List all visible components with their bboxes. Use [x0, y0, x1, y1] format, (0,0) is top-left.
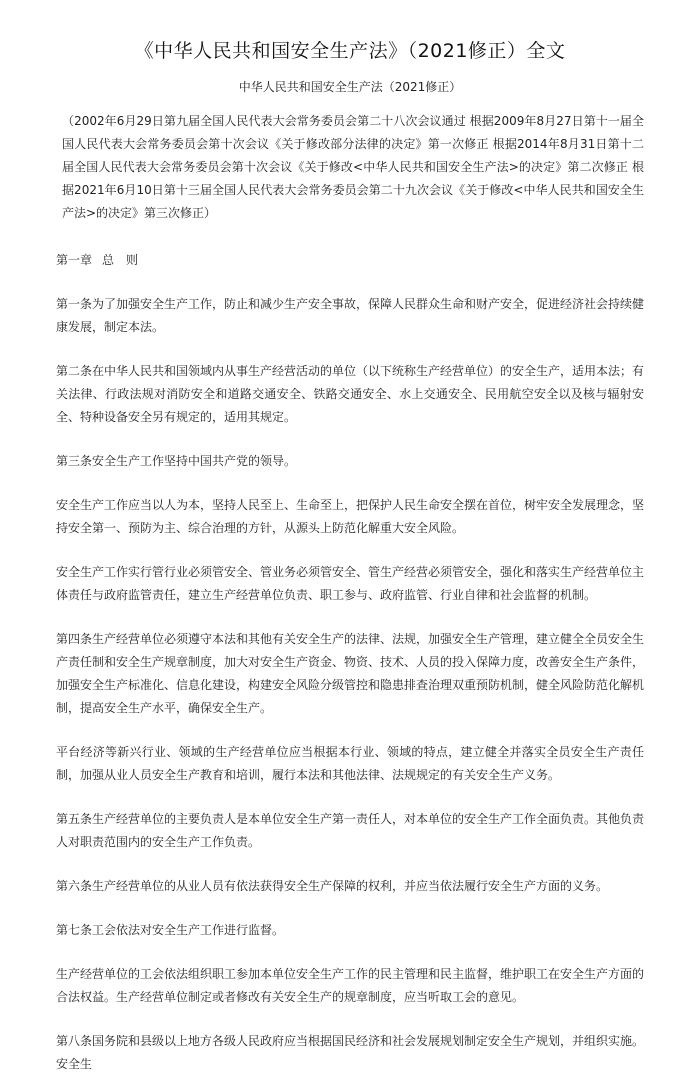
chapter-name: 总则: [102, 253, 151, 267]
article-4-paragraph: 第四条生产经营单位必须遵守本法和其他有关安全生产的法律、法规，加强安全生产管理，建立健全全员安全生产责任制和安全生产规章制度，加大对安全生产资金、物资、技术、人员的投入保障力度，改善安全生产条件，加强安全生产标准化、信息化建设，构建安全风险分级管控和隐患排查治理双重预防机制，健全风险防范化解机制，提高安全生产水平，确保安全生产。: [56, 632, 645, 715]
article-4-paragraph-2: 平台经济等新兴行业、领域的生产经营单位应当根据本行业、领域的特点，建立健全并落实全员安全生产责任制，加强从业人员安全生产教育和培训，履行本法和其他法律、法规规定的有关安全生产义务。: [56, 745, 644, 782]
article-7-paragraph-2: 生产经营单位的工会依法组织职工参加本单位安全生产工作的民主管理和民主监督，维护职工在安全生产方面的合法权益。生产经营单位制定或者修改有关安全生产的规章制度，应当听取工会的意见。: [56, 967, 645, 1004]
document-title: 《中华人民共和国安全生产法》（2021修正）全文: [134, 40, 566, 62]
chapter-heading: [56, 249, 644, 272]
chapter-number: 第一章: [56, 253, 93, 267]
revision-note: （2002年6月29日第九届全国人民代表大会常务委员会第二十八次会议通过 根据2009年8月27日第十一届全国人民代表大会常务委员会第十次会议《关于修改部分法律的决定》第一次修正 根据2014年8月31日第十二届全国人民代表大会常务委员会第十次会议《关于修改<中华人民共和国安全生产法>的决定》第二次修正 根据2021年6月10日第十三届全国人民代表大会常务委员会第二十九次会议《关于修改<中华人民共和国安全生产法>的决定》第三次修正）: [62, 114, 644, 220]
document-body: [56, 110, 644, 1076]
article-8-paragraph: 第八条国务院和县级以上地方各级人民政府应当根据国民经济和社会发展规划制定安全生产规划，并组织实施。安全生: [56, 1034, 645, 1071]
article-6-paragraph: 第六条生产经营单位的从业人员有依法获得安全生产保障的权利，并应当依法履行安全生产方面的义务。: [56, 879, 609, 893]
article-1-paragraph: 第一条为了加强安全生产工作，防止和减少生产安全事故，保障人民群众生命和财产安全，促进经济社会持续健康发展，制定本法。: [56, 297, 645, 334]
article-3-paragraph: 第三条安全生产工作坚持中国共产党的领导。: [56, 454, 297, 468]
article-2-paragraph: 第二条在中华人民共和国领域内从事生产经营活动的单位（以下统称生产经营单位）的安全生产，适用本法；有关法律、行政法规对消防安全和道路交通安全、铁路交通安全、水上交通安全、民用航空安全以及核与辐射安全、特种设备安全另有规定的，适用其规定。: [56, 364, 645, 424]
article-3-paragraph-3: 安全生产工作实行管行业必须管安全、管业务必须管安全、管生产经营必须管安全，强化和落实生产经营单位主体责任与政府监管责任，建立生产经营单位负责、职工参与、政府监管、行业自律和社会监督的机制。: [56, 565, 645, 602]
article-3-paragraph-2: 安全生产工作应当以人为本，坚持人民至上、生命至上，把保护人民生命安全摆在首位，树牢安全发展理念，坚持安全第一、预防为主、综合治理的方针，从源头上防范化解重大安全风险。: [56, 498, 645, 535]
document-subtitle: 中华人民共和国安全生产法（2021修正）: [238, 80, 462, 94]
article-7-paragraph: 第七条工会依法对安全生产工作进行监督。: [56, 923, 285, 937]
article-5-paragraph: 第五条生产经营单位的主要负责人是本单位安全生产第一责任人，对本单位的安全生产工作全面负责。其他负责人对职责范围内的安全生产工作负责。: [56, 812, 645, 849]
document-page: [0, 38, 700, 1071]
